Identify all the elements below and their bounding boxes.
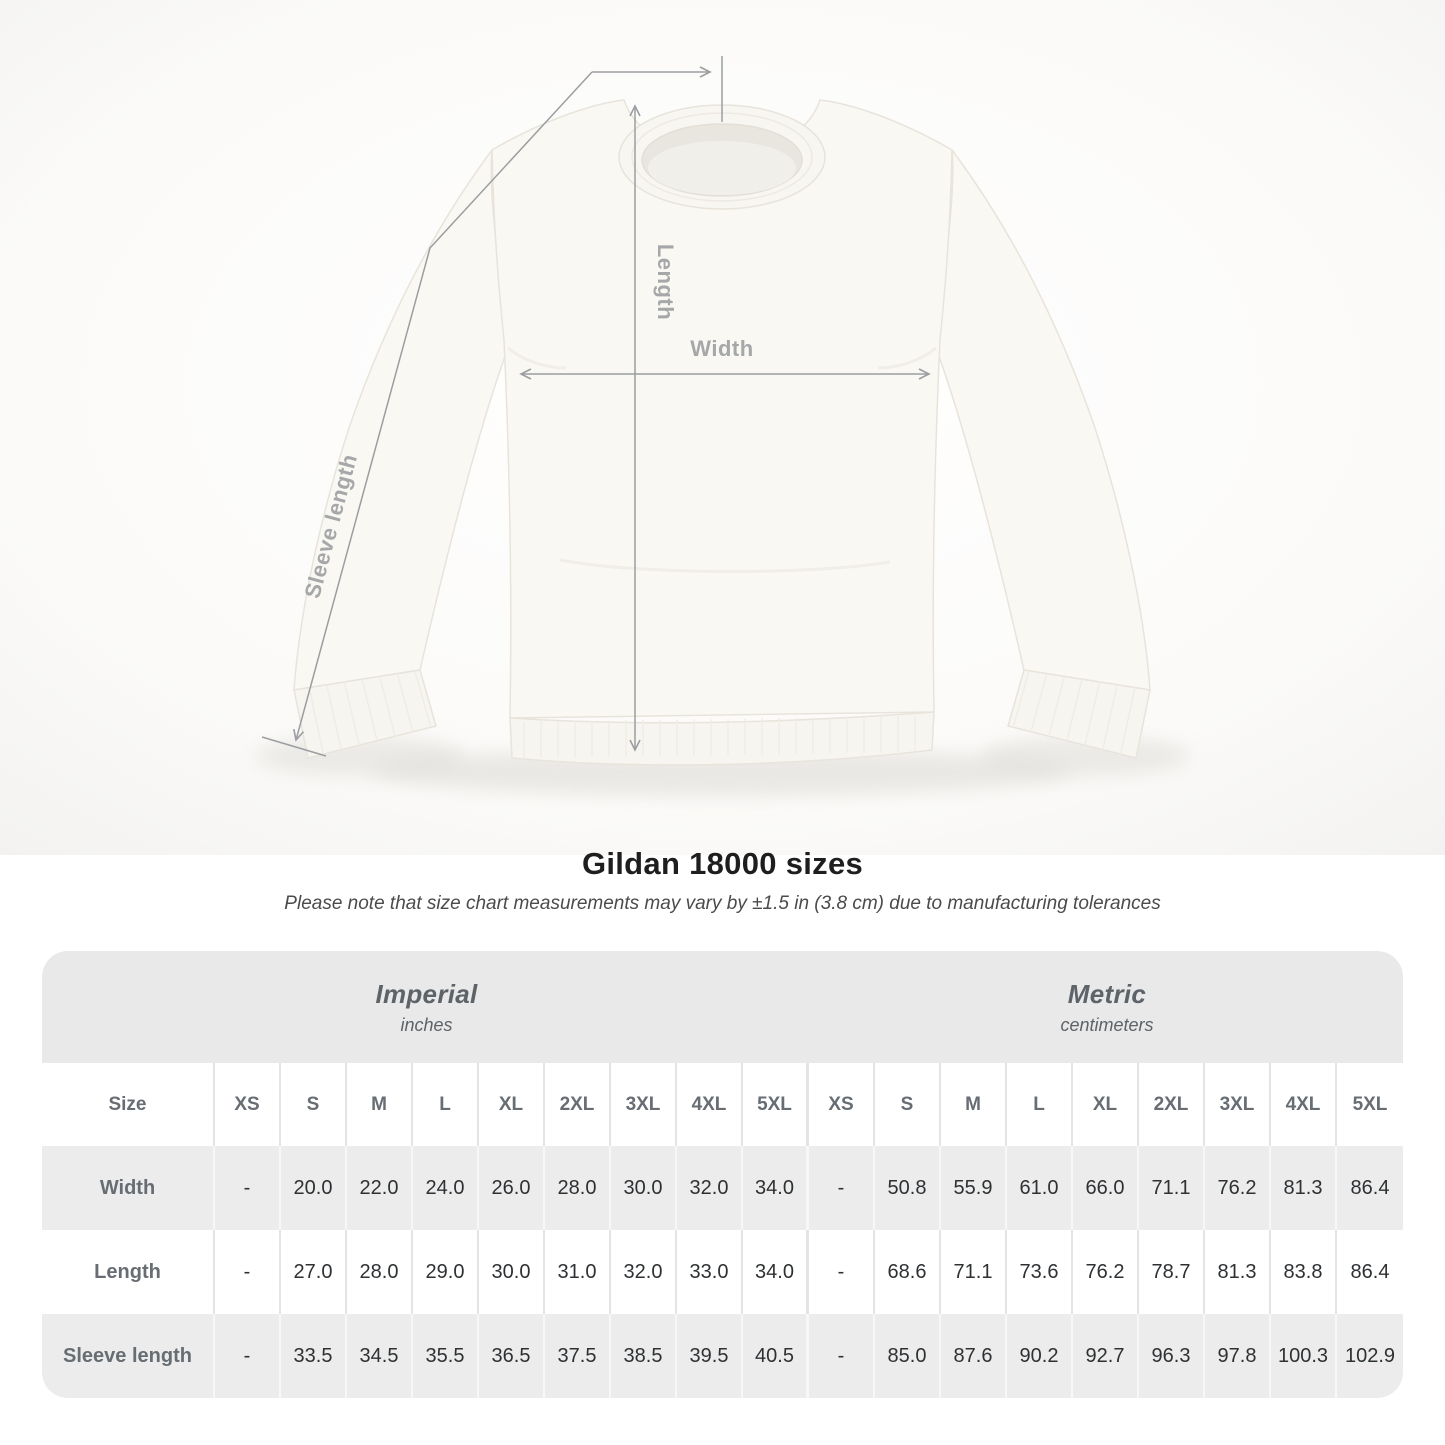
value-cell: S xyxy=(875,1063,941,1146)
value-cell: 33.5 xyxy=(281,1314,347,1398)
value-cell: L xyxy=(1007,1063,1073,1146)
value-cell: 73.6 xyxy=(1007,1230,1073,1314)
value-cell: 66.0 xyxy=(1073,1146,1139,1230)
collar-inner-back xyxy=(648,141,796,195)
value-cell: - xyxy=(215,1230,281,1314)
value-cell: 3XL xyxy=(1205,1063,1271,1146)
value-cell: 34.0 xyxy=(743,1230,809,1314)
imperial-group-header xyxy=(42,951,811,1063)
value-cell: 5XL xyxy=(743,1063,809,1146)
value-cell: 78.7 xyxy=(1139,1230,1205,1314)
value-cell: 20.0 xyxy=(281,1146,347,1230)
metric-title: Metric xyxy=(1067,978,1147,1009)
value-cell: 90.2 xyxy=(1007,1314,1073,1398)
value-cell: 87.6 xyxy=(941,1314,1007,1398)
value-cell: 40.5 xyxy=(743,1314,809,1398)
value-cell: 71.1 xyxy=(1139,1146,1205,1230)
value-cell: 81.3 xyxy=(1271,1146,1337,1230)
value-cell: 100.3 xyxy=(1271,1314,1337,1398)
row-label-cell: Size xyxy=(42,1063,215,1146)
value-cell: 50.8 xyxy=(875,1146,941,1230)
value-cell: 71.1 xyxy=(941,1230,1007,1314)
width-label: Width xyxy=(690,336,754,361)
value-cell: 61.0 xyxy=(1007,1146,1073,1230)
value-cell: 4XL xyxy=(677,1063,743,1146)
value-cell: 2XL xyxy=(545,1063,611,1146)
value-cell: 36.5 xyxy=(479,1314,545,1398)
value-cell: 27.0 xyxy=(281,1230,347,1314)
value-cell: 39.5 xyxy=(677,1314,743,1398)
value-cell: 102.9 xyxy=(1344,1344,1396,1367)
value-cell: - xyxy=(809,1146,875,1230)
value-cell: M xyxy=(941,1063,1007,1146)
page-title: Gildan 18000 sizes xyxy=(581,846,864,881)
value-cell: 26.0 xyxy=(479,1146,545,1230)
value-cell: L xyxy=(413,1063,479,1146)
value-cell: 4XL xyxy=(1271,1063,1337,1146)
value-cell: 29.0 xyxy=(413,1230,479,1314)
value-cell: 68.6 xyxy=(875,1230,941,1314)
value-cell: 85.0 xyxy=(875,1314,941,1398)
value-cell: 24.0 xyxy=(413,1146,479,1230)
value-cell: - xyxy=(215,1146,281,1230)
metric-group-header xyxy=(811,951,1403,1063)
value-cell: 86.4 xyxy=(1350,1176,1390,1199)
value-cell: - xyxy=(809,1314,875,1398)
value-cell: 2XL xyxy=(1139,1063,1205,1146)
value-cell: XS xyxy=(809,1063,875,1146)
value-cell: 33.0 xyxy=(677,1230,743,1314)
metric-unit: centimeters xyxy=(1060,1014,1154,1035)
value-cell: 76.2 xyxy=(1073,1230,1139,1314)
value-cell: - xyxy=(215,1314,281,1398)
value-cell: 96.3 xyxy=(1139,1314,1205,1398)
value-cell: 92.7 xyxy=(1073,1314,1139,1398)
value-cell: 28.0 xyxy=(545,1146,611,1230)
size-table-rows xyxy=(42,1063,1403,1398)
unit-header-band xyxy=(42,951,1403,1063)
sleeve-length-label: Sleeve length xyxy=(299,451,363,601)
value-cell: 81.3 xyxy=(1205,1230,1271,1314)
table-row xyxy=(42,1314,1403,1398)
imperial-title: Imperial xyxy=(375,978,478,1009)
tolerance-note: Please note that size chart measurements may vary by ±1.5 in (3.8 cm) due to manufacturing tolerances xyxy=(284,893,1161,914)
value-cell: 76.2 xyxy=(1205,1146,1271,1230)
row-label-cell: Sleeve length xyxy=(42,1314,215,1398)
size-header-row xyxy=(42,1063,1403,1146)
value-cell: 83.8 xyxy=(1271,1230,1337,1314)
value-cell: 32.0 xyxy=(611,1230,677,1314)
value-cell: 38.5 xyxy=(611,1314,677,1398)
size-table xyxy=(42,951,1403,1398)
value-cell: XL xyxy=(479,1063,545,1146)
value-cell: 32.0 xyxy=(677,1146,743,1230)
value-cell: 34.0 xyxy=(743,1146,809,1230)
value-cell: 30.0 xyxy=(611,1146,677,1230)
value-cell: 22.0 xyxy=(347,1146,413,1230)
value-cell: S xyxy=(281,1063,347,1146)
value-cell: 3XL xyxy=(611,1063,677,1146)
value-cell: 97.8 xyxy=(1205,1314,1271,1398)
value-cell: 28.0 xyxy=(347,1230,413,1314)
value-cell: 55.9 xyxy=(941,1146,1007,1230)
imperial-unit: inches xyxy=(400,1014,453,1035)
table-row xyxy=(42,1146,1403,1230)
value-cell: M xyxy=(347,1063,413,1146)
value-cell: 31.0 xyxy=(545,1230,611,1314)
value-cell: 37.5 xyxy=(545,1314,611,1398)
row-label-cell: Length xyxy=(42,1230,215,1314)
value-cell: 30.0 xyxy=(479,1230,545,1314)
row-label-cell: Width xyxy=(42,1146,215,1230)
value-cell: 86.4 xyxy=(1350,1260,1390,1283)
value-cell: - xyxy=(809,1230,875,1314)
length-label: Length xyxy=(653,243,678,321)
value-cell: 34.5 xyxy=(347,1314,413,1398)
table-row xyxy=(42,1230,1403,1314)
value-cell: 35.5 xyxy=(413,1314,479,1398)
value-cell: XS xyxy=(215,1063,281,1146)
value-cell: 5XL xyxy=(1352,1093,1388,1115)
value-cell: XL xyxy=(1073,1063,1139,1146)
